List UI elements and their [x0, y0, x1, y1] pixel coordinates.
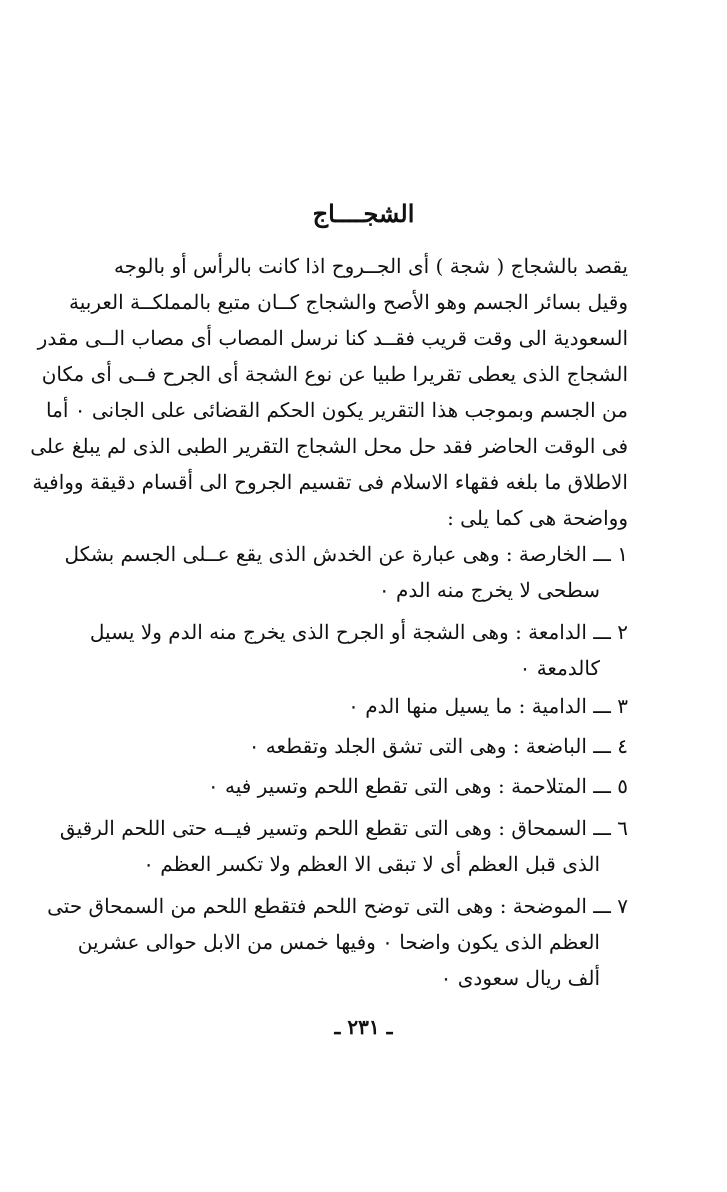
intro-line: السعودية الى وقت قريب فقــد كنا نرسل المصاب أى مصاب الــى مقدر [37, 326, 628, 350]
list-item-line: العظم الذى يكون واضحا ٠ وفيها خمس من الابل حوالى عشرين [77, 930, 600, 954]
intro-line: وقيل بسائر الجسم وهو الأصح والشجاج كــان متبع بالمملكــة العربية [69, 290, 628, 314]
list-item-line: ٦ ـــ السمحاق : وهى التى تقطع اللحم وتسير فيــه حتى اللحم الرقيق [59, 816, 628, 840]
intro-line: الاطلاق ما بلغه فقهاء الاسلام فى تقسيم الجروح الى أقسام دقيقة ووافية [32, 470, 628, 494]
intro-line: يقصد بالشجاج ( شجة ) أى الجــروح اذا كانت بالرأس أو بالوجه [113, 254, 628, 278]
list-item-line: ٧ ـــ الموضحة : وهى التى توضح اللحم فتقطع اللحم من السمحاق حتى [47, 894, 628, 918]
list-item-line: ٤ ـــ الباضعة : وهى التى تشق الجلد وتقطعه ٠ [248, 734, 628, 758]
page-number: ـ ٢٣١ ـ [334, 1015, 393, 1039]
list-item-line: ٢ ـــ الدامعة : وهى الشجة أو الجرح الذى يخرج منه الدم ولا يسيل [89, 620, 628, 644]
intro-line: الشجاج الذى يعطى تقريرا طبيا عن نوع الشجة أى الجرح فــى أى مكان [41, 362, 628, 386]
list-item-1 [64, 536, 628, 608]
list-item-line: كالدمعة ٠ [519, 656, 600, 680]
list-item-line: سطحى لا يخرج منه الدم ٠ [378, 578, 600, 602]
list-item-6 [59, 810, 628, 882]
list-item-7 [47, 888, 628, 996]
list-item-line: ٥ ـــ المتلاحمة : وهى التى تقطع اللحم وتسير فيه ٠ [207, 774, 628, 798]
intro-line: فى الوقت الحاضر فقد حل محل الشجاج التقرير الطبى الذى لم يبلغ على [30, 434, 628, 458]
list-item-2 [89, 614, 628, 686]
intro-paragraph [30, 248, 628, 536]
intro-line: وواضحة هى كما يلى : [447, 506, 628, 530]
list-item-4 [100, 728, 628, 764]
list-item-line: الذى قبل العظم أى لا تبقى الا العظم ولا تكسر العظم ٠ [143, 852, 600, 876]
list-item-5 [100, 768, 628, 804]
list-item-line: ألف ريال سعودى ٠ [440, 966, 600, 990]
list-item-line: ٣ ـــ الدامية : ما يسيل منها الدم ٠ [348, 694, 628, 718]
list-item-3 [100, 688, 628, 724]
list-item-line: ١ ـــ الخارصة : وهى عبارة عن الخدش الذى يقع عــلى الجسم بشكل [64, 542, 628, 566]
intro-line: من الجسم وبموجب هذا التقرير يكون الحكم القضائى على الجانى ٠ أما [46, 398, 628, 422]
page-title: الشجــــاج [312, 199, 415, 228]
